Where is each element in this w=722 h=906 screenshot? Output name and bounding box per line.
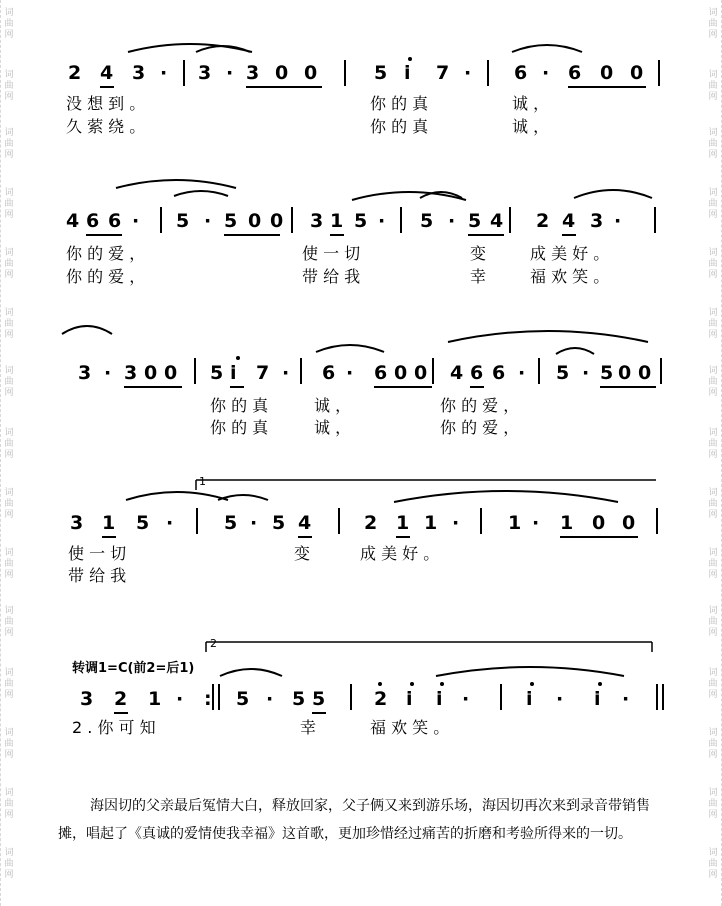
note: 5 — [374, 62, 388, 84]
slur — [126, 492, 228, 500]
lyric-text: 你 的 爱 ， — [66, 267, 146, 286]
note: i — [406, 688, 413, 710]
watermark-text: 词 曲 网 — [4, 488, 14, 520]
note: 4 — [562, 210, 576, 232]
lyric-text: 你 的 真 — [210, 418, 269, 437]
lyric-text: 你 的 爱 ， — [440, 396, 520, 415]
lyric-text: 带 给 我 — [302, 267, 361, 286]
note: 3 — [124, 362, 138, 384]
note: 1 — [148, 688, 162, 710]
watermark-text: 词 曲 网 — [708, 668, 718, 700]
note: 3 — [80, 688, 94, 710]
note: 5 — [224, 210, 238, 232]
note: 3 — [246, 62, 260, 84]
lyric-text: 带 给 我 — [68, 566, 127, 585]
note: 5 — [312, 688, 326, 710]
watermark-text: 词 曲 网 — [4, 548, 14, 580]
volta-number: 1 — [199, 475, 206, 488]
note: · — [542, 62, 550, 84]
note: · — [160, 62, 168, 84]
note: · — [132, 210, 140, 232]
lyric-text: 你 的 真 — [370, 117, 429, 136]
description-paragraph: 海因切的父亲最后冤情大白，释放回家，父子俩又来到游乐场，海因切再次来到录音带销售摊，唱起了《真诚的爱情使我幸福》这首歌，更加珍惜经过痛苦的折磨和考验所得来的一切。 — [58, 798, 650, 842]
note: 2 — [114, 688, 128, 710]
lyric-text: 2 . 你 可 知 — [72, 718, 156, 737]
slur — [196, 46, 250, 52]
watermark-text: 词 曲 网 — [708, 848, 718, 880]
volta-number: 2 — [210, 637, 217, 650]
lyric-text: 诚 ， — [512, 94, 550, 113]
note: · — [266, 688, 274, 710]
slur — [116, 180, 236, 188]
note: 0 — [600, 62, 614, 84]
watermark-text: 词 曲 网 — [4, 848, 14, 880]
watermark-text: 词 曲 网 — [4, 668, 14, 700]
note: 6 — [492, 362, 506, 384]
note: 5 — [600, 362, 614, 384]
slur — [436, 667, 624, 676]
note: 5 — [176, 210, 190, 232]
watermark-text: 词 曲 网 — [708, 308, 718, 340]
note: i — [404, 62, 411, 84]
slur — [128, 44, 252, 52]
watermark-text: 词 曲 网 — [708, 366, 718, 398]
watermark-text: 词 曲 网 — [708, 728, 718, 760]
note: 6 — [108, 210, 122, 232]
note: 3 — [310, 210, 324, 232]
note: · — [622, 688, 630, 710]
note: 0 — [164, 362, 178, 384]
slur — [512, 45, 582, 52]
note: 5 — [292, 688, 306, 710]
note: · — [462, 688, 470, 710]
note: 5 — [420, 210, 434, 232]
note: · — [378, 210, 386, 232]
slur — [448, 331, 648, 342]
slur — [62, 326, 112, 334]
lyric-text: 诚 ， — [512, 117, 550, 136]
lyric-text: 没 想 到 。 — [66, 94, 146, 113]
note: 0 — [248, 210, 262, 232]
note: 5 — [136, 512, 150, 534]
lyric-text: 你 的 真 — [210, 396, 269, 415]
slur — [220, 669, 282, 676]
note: 3 — [78, 362, 92, 384]
note: 0 — [618, 362, 632, 384]
slur — [556, 348, 594, 354]
note: 1 — [424, 512, 438, 534]
note: · — [614, 210, 622, 232]
note: 0 — [304, 62, 318, 84]
watermark-text: 词 曲 网 — [4, 70, 14, 102]
watermark-text: 词 曲 网 — [708, 788, 718, 820]
note: 1 — [508, 512, 522, 534]
lyric-text: 你 的 真 — [370, 94, 429, 113]
note: 6 — [374, 362, 388, 384]
lyric-text: 诚 ， — [314, 396, 352, 415]
note: · — [250, 512, 258, 534]
note: 0 — [630, 62, 644, 84]
slur — [174, 191, 228, 196]
watermark-text: 词 曲 网 — [4, 606, 14, 638]
note: 2 — [374, 688, 388, 710]
note: · — [166, 512, 174, 534]
watermark-text: 词 曲 网 — [708, 548, 718, 580]
watermark-text: 词 曲 网 — [708, 248, 718, 280]
note: · — [104, 362, 112, 384]
lyric-text: 幸 — [300, 718, 317, 737]
note: · — [346, 362, 354, 384]
watermark-text: 词 曲 网 — [4, 188, 14, 220]
watermark-text: 词 曲 网 — [708, 8, 718, 40]
note: 3 — [70, 512, 84, 534]
note: · — [464, 62, 472, 84]
note: 1 — [560, 512, 574, 534]
note: 4 — [66, 210, 80, 232]
slur — [574, 190, 652, 198]
note: 3 — [132, 62, 146, 84]
note: 3 — [198, 62, 212, 84]
note: 7 — [256, 362, 270, 384]
note: i — [230, 362, 237, 384]
note: 5 — [224, 512, 238, 534]
note: 6 — [470, 362, 484, 384]
lyric-text: 幸 — [470, 267, 487, 286]
note: 0 — [270, 210, 284, 232]
note: · — [582, 362, 590, 384]
note: 6 — [322, 362, 336, 384]
watermark-text: 词 曲 网 — [708, 606, 718, 638]
note: 4 — [450, 362, 464, 384]
note: 7 — [436, 62, 450, 84]
lyric-text: 福 欢 笑 。 — [530, 267, 610, 286]
watermark-text: 词 曲 网 — [4, 8, 14, 40]
note: 0 — [275, 62, 289, 84]
note: 2 — [364, 512, 378, 534]
note: · — [176, 688, 184, 710]
lyric-text: 变 — [294, 544, 311, 563]
note: · — [204, 210, 212, 232]
note: 1 — [396, 512, 410, 534]
watermark-text: 词 曲 网 — [4, 728, 14, 760]
note: i — [436, 688, 443, 710]
watermark-text: 词 曲 网 — [4, 366, 14, 398]
lyric-text: 成 美 好 。 — [530, 244, 610, 263]
note: 4 — [100, 62, 114, 84]
lyric-text: 你 的 爱 ， — [66, 244, 146, 263]
note: 4 — [490, 210, 504, 232]
note: · — [556, 688, 564, 710]
note: 0 — [622, 512, 636, 534]
note: 0 — [144, 362, 158, 384]
note: 5 — [556, 362, 570, 384]
modulation-mark: 转调1=C(前2=后1) — [72, 661, 195, 676]
note: 6 — [568, 62, 582, 84]
note: 5 — [236, 688, 250, 710]
note: 5 — [468, 210, 482, 232]
watermark-text: 词 曲 网 — [4, 308, 14, 340]
watermark-text: 词 曲 网 — [708, 488, 718, 520]
watermark-text: 词 曲 网 — [708, 188, 718, 220]
note: 5 — [354, 210, 368, 232]
watermark-text: 词 曲 网 — [4, 788, 14, 820]
lyric-text: 久 萦 绕 。 — [66, 117, 146, 136]
lyric-text: 诚 ， — [314, 418, 352, 437]
note: 6 — [514, 62, 528, 84]
note: i — [526, 688, 533, 710]
note: 1 — [102, 512, 116, 534]
note: 1 — [330, 210, 344, 232]
note: 0 — [592, 512, 606, 534]
lyric-text: 成 美 好 。 — [360, 544, 440, 563]
note: · — [282, 362, 290, 384]
watermark-text: 词 曲 网 — [4, 128, 14, 160]
note: 0 — [414, 362, 428, 384]
lyric-text: 福 欢 笑 。 — [370, 718, 450, 737]
note: 0 — [394, 362, 408, 384]
watermark-text: 词 曲 网 — [4, 428, 14, 460]
note: 3 — [590, 210, 604, 232]
lyric-text: 使 一 切 — [302, 244, 361, 263]
note: · — [448, 210, 456, 232]
note: · — [452, 512, 460, 534]
note: 2 — [68, 62, 82, 84]
note: 4 — [298, 512, 312, 534]
note: 5 — [272, 512, 286, 534]
note: 2 — [536, 210, 550, 232]
lyric-text: 变 — [470, 244, 487, 263]
lyric-text: 你 的 爱 ， — [440, 418, 520, 437]
note: · — [226, 62, 234, 84]
watermark-text: 词 曲 网 — [708, 70, 718, 102]
slur — [316, 345, 384, 352]
note: 0 — [638, 362, 652, 384]
note: : — [204, 688, 212, 710]
note: · — [532, 512, 540, 534]
note: i — [594, 688, 601, 710]
slur — [394, 491, 618, 502]
watermark-text: 词 曲 网 — [4, 248, 14, 280]
note: · — [518, 362, 526, 384]
watermark-text: 词 曲 网 — [708, 128, 718, 160]
note: 6 — [86, 210, 100, 232]
note: 5 — [210, 362, 224, 384]
lyric-text: 使 一 切 — [68, 544, 127, 563]
watermark-text: 词 曲 网 — [708, 428, 718, 460]
